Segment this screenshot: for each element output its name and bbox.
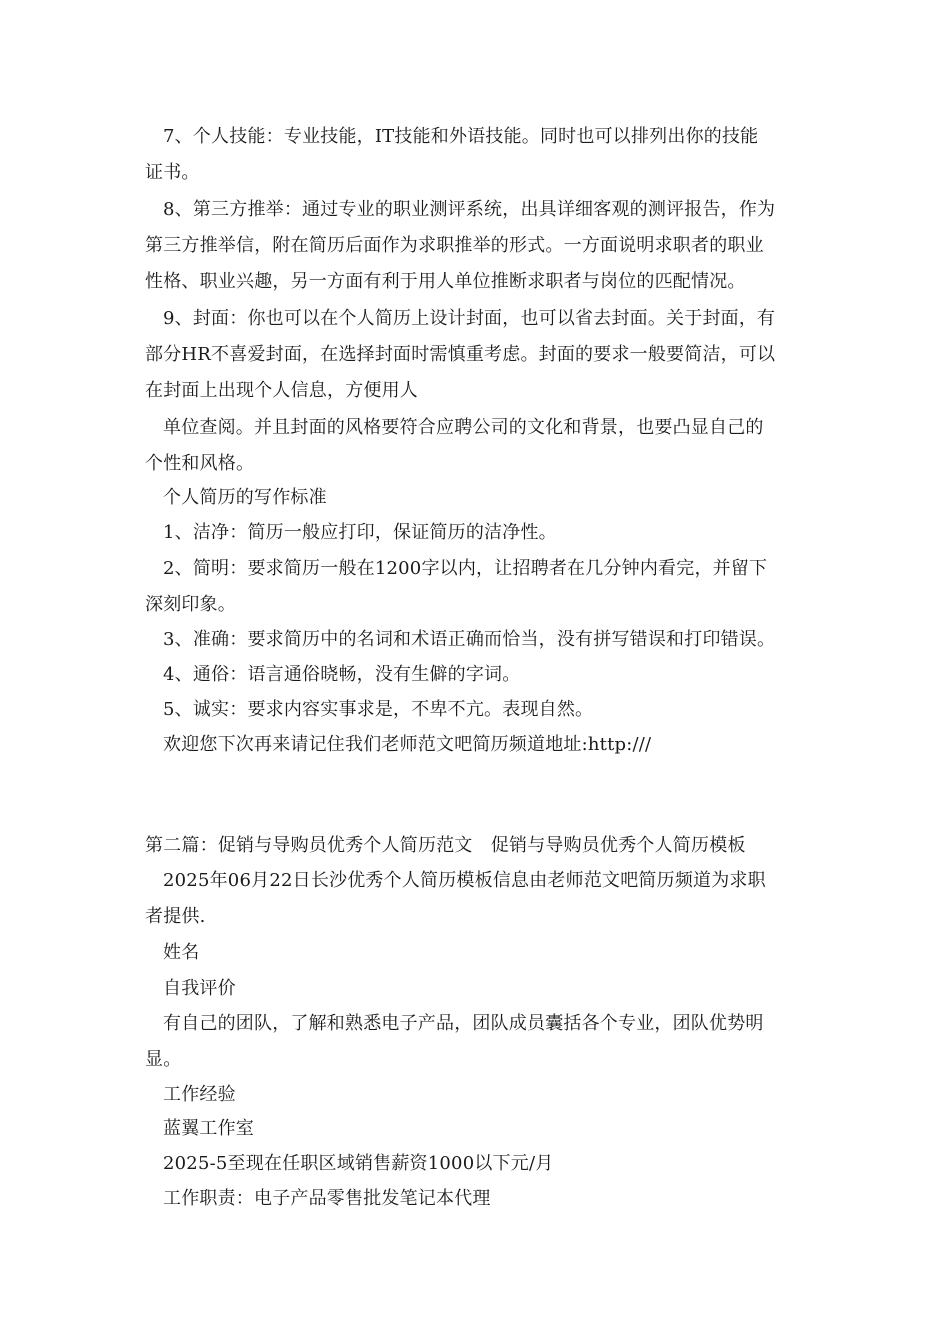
text-line: 8、第三方推举：通过专业的职业测评系统，出具详细客观的测评报告，作为	[163, 199, 776, 220]
text-line: 自我评价	[163, 978, 236, 999]
text-line: 显。	[145, 1049, 182, 1070]
text-line: 2、简明：要求简历一般在1200字以内，让招聘者在几分钟内看完，并留下	[163, 558, 768, 579]
text-line: 在封面上出现个人信息，方便用人	[145, 380, 418, 401]
text-line: 2025年06月22日长沙优秀个人简历模板信息由老师范文吧简历频道为求职	[163, 870, 766, 891]
text-line: 1、洁净：简历一般应打印，保证简历的洁净性。	[163, 522, 557, 543]
text-line: 姓名	[163, 942, 200, 963]
article-title: 第二篇：促销与导购员优秀个人简历范文 促销与导购员优秀个人简历模板	[145, 835, 746, 856]
text-line: 者提供.	[145, 906, 206, 927]
text-line: 工作职责：电子产品零售批发笔记本代理	[163, 1188, 491, 1209]
text-line: 证书。	[145, 162, 200, 183]
text-line: 第三方推举信，附在简历后面作为求职推举的形式。一方面说明求职者的职业	[145, 235, 764, 256]
text-line: 性格、职业兴趣，另一方面有利于用人单位推断求职者与岗位的匹配情况。	[145, 271, 746, 292]
text-line: 欢迎您下次再来请记住我们老师范文吧简历频道地址:http:///	[163, 734, 652, 755]
text-line: 深刻印象。	[145, 594, 236, 615]
text-line: 2025-5至现在任职区域销售薪资1000以下元/月	[163, 1153, 554, 1174]
text-line: 工作经验	[163, 1084, 236, 1105]
text-line: 部分HR不喜爱封面，在选择封面时需慎重考虑。封面的要求一般要简洁，可以	[145, 344, 776, 365]
text-line: 有自己的团队，了解和熟悉电子产品，团队成员囊括各个专业，团队优势明	[163, 1013, 764, 1034]
text-line: 7、个人技能：专业技能，IT技能和外语技能。同时也可以排列出你的技能	[163, 126, 759, 147]
text-line: 9、封面：你也可以在个人简历上设计封面，也可以省去封面。关于封面，有	[163, 308, 776, 329]
section-heading: 个人简历的写作标准	[163, 487, 327, 508]
text-line: 4、通俗：语言通俗晓畅，没有生僻的字词。	[163, 664, 521, 685]
text-line: 个性和风格。	[145, 453, 255, 474]
text-line: 单位查阅。并且封面的风格要符合应聘公司的文化和背景，也要凸显自己的	[163, 417, 764, 438]
text-line: 5、诚实：要求内容实事求是，不卑不亢。表现自然。	[163, 699, 594, 720]
text-line: 蓝翼工作室	[163, 1118, 254, 1139]
text-line: 3、准确：要求简历中的名词和术语正确而恰当，没有拼写错误和打印错误。	[163, 629, 776, 650]
